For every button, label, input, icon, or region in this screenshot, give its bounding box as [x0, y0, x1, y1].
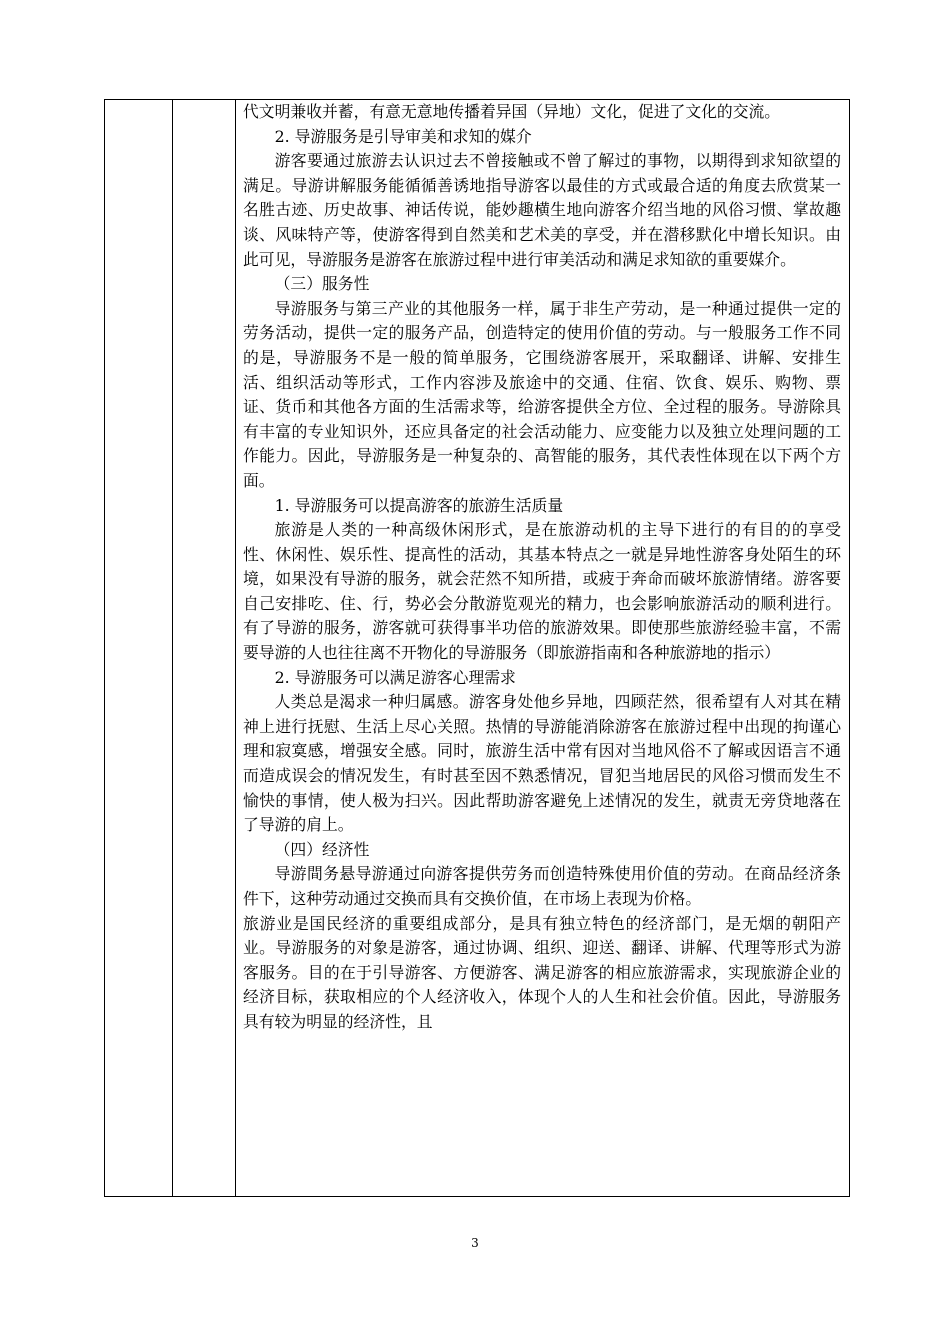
paragraph: 人类总是渴求一种归属感。游客身处他乡异地，四顾茫然，很希望有人对其在精神上进行抚慰、生活上尽心关照。热情的导游能消除游客在旅游过程中出现的拘谨心理和寂寞感，增强安全感。同时，旅游生活中常有因对当地风俗不了解或因语言不通而造成误会的情况发生，有时甚至因不熟悉情况，冒犯当地居民的风俗习惯而发生不愉快的事情，使人极为扫兴。因此帮助游客避免上述情况的发生，就责无旁贷地落在了导游的肩上。	[243, 692, 841, 835]
paragraph: 游客要通过旅游去认识过去不曾接触或不曾了解过的事物，以期得到求知欲望的满足。导游讲解服务能循循善诱地指导游客以最佳的方式或最合适的角度去欣赏某一名胜古迹、历史故事、神话传说，能妙趣横生地向游客介绍当地的风俗习惯、掌故趣谈、风味特产等，使游客得到自然美和艺术美的享受，并在潜移默化中增长知识。由此可见，导游服务是游客在旅游过程中进行审美活动和满足求知欲的重要媒介。	[243, 151, 841, 269]
paragraph: 代文明兼收并蓄，有意无意地传播着异国（异地）文化，促进了文化的交流。	[243, 102, 781, 121]
table-column-1	[105, 100, 173, 1196]
section-heading: （四）经济性	[274, 839, 370, 859]
subheading: 1. 导游服务可以提高游客的旅游生活质量	[274, 495, 564, 515]
content-cell	[236, 100, 849, 1196]
form-table	[104, 99, 850, 1197]
paragraph: 导游服务与第三产业的其他服务一样，属于非生产劳动，是一种通过提供一定的劳务活动，提供一定的服务产品，创造特定的使用价值的劳动。与一般服务工作不同的是，导游服务不是一般的简单服务，它围绕游客展开，采取翻译、讲解、安排生活、组织活动等形式，工作内容涉及旅途中的交通、住宿、饮食、娱乐、购物、票证、货币和其他各方面的生活需求等，给游客提供全方位、全过程的服务。导游除具有丰富的专业知识外，还应具备定的社会活动能力、应变能力以及独立处理问题的工作能力。因此，导游服务是一种复杂的、高智能的服务，其代表性体现在以下两个方面。	[243, 298, 841, 490]
section-heading: （三）服务性	[274, 274, 370, 294]
paragraph: 旅游是人类的一种高级休闲形式，是在旅游动机的主导下进行的有目的的享受性、休闲性、娱乐性、提高性的活动，其基本特点之一就是异地性游客身处陌生的环境，如果没有导游的服务，就会茫然不知所措，或疲于奔命而破坏旅游情绪。游客要自己安排吃、住、行，势必会分散游览观光的精力，也会影响旅游活动的顺利进行。有了导游的服务，游客就可获得事半功倍的旅游效果。即使那些旅游经验丰富，不需要导游的人也往往离不开物化的导游服务（即旅游指南和各种旅游地的指示）	[243, 520, 841, 663]
page-number: 3	[471, 1236, 479, 1250]
table-column-2	[173, 100, 236, 1196]
subheading: 2. 导游服务可以满足游客心理需求	[274, 667, 516, 687]
paragraph: 导游間务悬导游通过向游客提供劳务而创造特殊使用价值的劳动。在商品经济条件下，这种劳动通过交换而具有交换价值，在市场上表现为价格。	[243, 864, 841, 908]
subheading: 2. 导游服务是引导审美和求知的媒介	[274, 126, 532, 146]
paragraph: 旅游业是国民经济的重要组成部分，是具有独立特色的经济部门，是无烟的朝阳产业。导游服务的对象是游客，通过协调、组织、迎送、翻译、讲解、代理等形式为游客服务。目的在于引导游客、方便游客、满足游客的相应旅游需求，实现旅游企业的经济目标，获取相应的个人经济收入，体现个人的人生和社会价值。因此，导游服务具有较为明显的经济性，且	[243, 913, 841, 1031]
